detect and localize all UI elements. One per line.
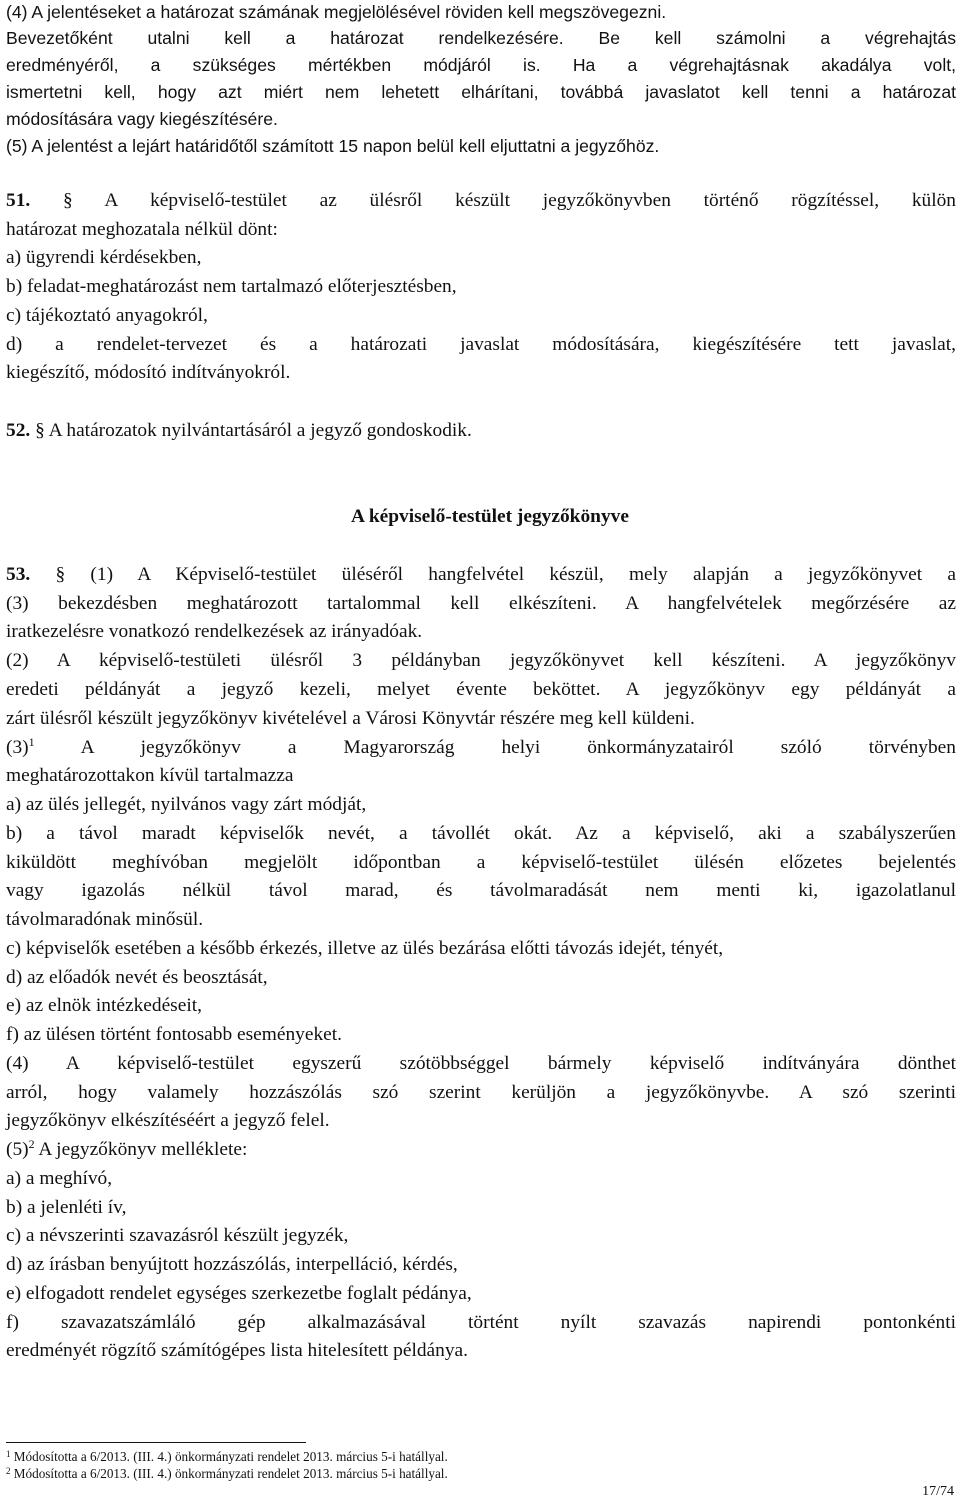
footnote-2-number: 2 (6, 1466, 11, 1476)
par53-line-1 (6, 563, 956, 587)
attachment-item-b: b) a jelenléti ív, (6, 1197, 127, 1218)
par53-line-20: jegyzőkönyv elkészítéséért a jegyző felel. (6, 1110, 330, 1131)
par53-line-8: meghatározottakon kívül tartalmazza (6, 765, 294, 786)
par52-line (6, 419, 956, 443)
par53-number: 53. (6, 564, 31, 585)
par53-item-d: d) az előadók nevét és beosztását, (6, 967, 268, 988)
section-symbol: § (35, 420, 45, 441)
par51-number: 51. (6, 190, 31, 211)
par51-line-2: határozat meghozatala nélkül dönt: (6, 219, 278, 240)
par51-line-1-text: A képviselő-testület az ülésről készült jegyzőkönyvben történő rögzítéssel, külön (104, 190, 956, 211)
par53-line-13: távolmaradónak minősül. (6, 909, 204, 930)
par53-line-21-text: A jegyzőkönyv melléklete: (34, 1139, 248, 1160)
attachment-item-e: e) elfogadott rendelet egységes szerkezetbe foglalt pédánya, (6, 1283, 472, 1304)
par51-item-d: d) a rendelet-tervezet és a határozati javaslat módosítására, kiegészítésére tett javaslat, (6, 334, 956, 355)
par50-line-2: Bevezetőként utalni kell a határozat rendelkezésére. Be kell számolni a végrehajtás (6, 28, 956, 48)
par51-line-7: kiegészítő, módosító indítványokról. (6, 362, 291, 383)
section-symbol: § (55, 564, 66, 585)
par53-item-b: b) a távol maradt képviselők nevét, a távollét okát. Az a képviselő, aki a szabályszerűen (6, 823, 956, 844)
par53-line-12: vagy igazolás nélkül távol marad, és távolmaradását nem menti ki, igazolatlanul (6, 880, 956, 901)
attachment-item-a: a) a meghívó, (6, 1168, 113, 1189)
par50-line-3: eredményéről, a szükséges mértékben módjáról is. Ha a végrehajtásnak akadálya volt, (6, 55, 956, 75)
footnote-1-number: 1 (6, 1449, 11, 1459)
par51-item-a: a) ügyrendi kérdésekben, (6, 247, 202, 268)
footnote-ref-1[interactable]: 1 (28, 735, 35, 749)
page-number: 17/74 (922, 1484, 954, 1499)
section-symbol: § (63, 190, 73, 211)
par50-line-6: (5) A jelentést a lejárt határidőtől számított 15 napon belül kell eljuttatni a jegyzőhöz. (6, 136, 660, 156)
par53-line-18: (4) A képviselő-testület egyszerű szótöbbséggel bármely képviselő indítványára dönthet (6, 1053, 956, 1074)
par53-line-21 (6, 1138, 956, 1162)
par52-number: 52. (6, 420, 31, 441)
par53-item-a: a) az ülés jellegét, nyilvános vagy zárt módját, (6, 794, 367, 815)
par51-item-b: b) feladat-meghatározást nem tartalmazó előterjesztésben, (6, 276, 457, 297)
footnote-1 (6, 1449, 448, 1465)
par53-item-c: c) képviselők esetében a később érkezés, illetve az ülés bezárása előtti távozás idejét, tényét, (6, 938, 724, 959)
par50-line-1: (4) A jelentéseket a határozat számának megjelölésével röviden kell megszövegezni. (6, 2, 667, 22)
par53-line-7-text: A jegyzőkönyv a Magyarország helyi önkormányzatairól szóló törvényben (34, 737, 956, 758)
par50-line-4: ismertetni kell, hogy azt miért nem lehetett elhárítani, továbbá javaslatot kell tenni a határozat (6, 82, 956, 102)
par53-line-2: (3) bekezdésben meghatározott tartalommal kell elkészíteni. A hangfelvételek megőrzésére az (6, 593, 956, 614)
par53-line-6: zárt ülésről készült jegyzőkönyv kivételével a Városi Könyvtár részére meg kell küldeni. (6, 708, 695, 729)
footnote-divider (6, 1442, 306, 1443)
attachment-item-f-cont: eredményét rögzítő számítógépes lista hitelesített példánya. (6, 1340, 468, 1361)
subsection-5-label: (5) (6, 1139, 29, 1160)
par50-line-5: módosítására vagy kiegészítésére. (6, 109, 278, 129)
footnote-2-text: Módosította a 6/2013. (III. 4.) önkormányzati rendelet 2013. március 5-i hatállyal. (10, 1466, 448, 1481)
section-heading: A képviselő-testület jegyzőkönyve (351, 506, 629, 527)
par52-text: A határozatok nyilvántartásáról a jegyző gondoskodik. (48, 420, 472, 441)
par53-item-f: f) az ülésen történt fontosabb eseményeket. (6, 1024, 342, 1045)
par53-line-3: iratkezelésre vonatkozó rendelkezések az irányadóak. (6, 621, 423, 642)
footnote-1-text: Módosította a 6/2013. (III. 4.) önkormányzati rendelet 2013. március 5-i hatállyal. (10, 1449, 448, 1464)
footnote-2 (6, 1466, 448, 1482)
footnote-ref-2[interactable]: 2 (28, 1137, 35, 1151)
par53-line-4: (2) A képviselő-testületi ülésről 3 példányban jegyzőkönyvet kell készíteni. A jegyzőkönyv (6, 650, 956, 671)
par53-line-11: kiküldött meghívóban megjelölt időpontban a képviselő-testület ülésén előzetes bejelentés (6, 852, 956, 873)
par53-item-e: e) az elnök intézkedéseit, (6, 995, 202, 1016)
par53-line-1-text: (1) A Képviselő-testület üléséről hangfelvétel készül, mely alapján a jegyzőkönyvet a (90, 564, 956, 585)
par53-line-19: arról, hogy valamely hozzászólás szó szerint kerüljön a jegyzőkönyvbe. A szó szerinti (6, 1082, 956, 1103)
attachment-item-d: d) az írásban benyújtott hozzászólás, interpelláció, kérdés, (6, 1254, 458, 1275)
par53-line-5: eredeti példányát a jegyző kezeli, melyet évente beköttet. A jegyzőkönyv egy példányát a (6, 679, 956, 700)
attachment-item-c: c) a névszerinti szavazásról készült jegyzék, (6, 1225, 349, 1246)
par51-line-1 (6, 189, 956, 213)
subsection-3-label: (3) (6, 737, 29, 758)
attachment-item-f: f) szavazatszámláló gép alkalmazásával történt nyílt szavazás napirendi pontonkénti (6, 1312, 956, 1333)
par51-item-c: c) tájékoztató anyagokról, (6, 305, 208, 326)
par53-line-7 (6, 736, 956, 760)
